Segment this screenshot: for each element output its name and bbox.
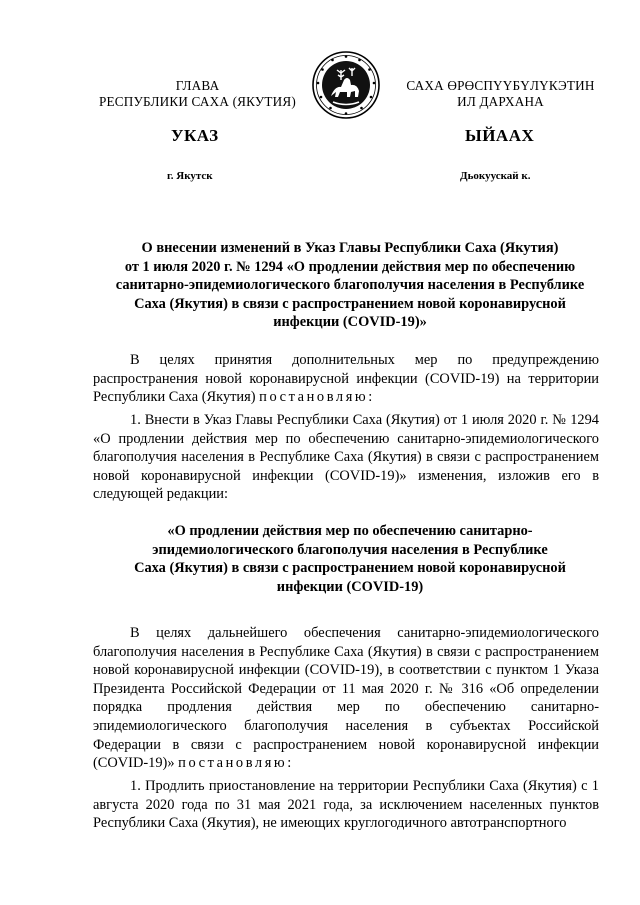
issuer-left-line1: ГЛАВА: [175, 78, 220, 93]
issuer-left-line2: РЕСПУБЛИКИ САХА (ЯКУТИЯ): [98, 94, 296, 109]
paragraph-text: В целях принятия дополнительных мер по предупреждению распространения новой коронавирусной инфекции (COVID-19) на территории Республики Саха (Якутия): [93, 352, 599, 406]
doc-type-sah: ЫЙААХ: [465, 126, 535, 145]
heading-line: О внесении изменений в Указ Главы Республики Саха (Якутия): [141, 240, 559, 256]
amendment-paragraph: [93, 411, 599, 504]
city-sah: Дьокуускай к.: [460, 170, 531, 182]
heading-line: «О продлении действия мер по обеспечению санитарно-: [167, 523, 533, 539]
new-edition-heading: [85, 522, 615, 596]
yakutia-emblem-icon: [311, 50, 381, 120]
clause-1-paragraph: [93, 777, 599, 833]
resolve-word: постановляю:: [259, 389, 375, 406]
heading-line: Саха (Якутия) в связи с распространением новой коронавирусной: [134, 295, 566, 312]
issuer-right-line2: ИЛ ДАРХАНА: [457, 94, 544, 109]
issuer-right-line1: САХА ӨРӨСПҮҮБҮЛҮКЭТИН: [406, 78, 595, 93]
paragraph-text: 1. Продлить приостановление на территории Республики Саха (Якутия) с 1 августа 2020 года по 31 мая 2021 года, за исключением населенных пунктов Республики Саха (Якутия), не имеющих круглогодичного автотранспортного: [93, 778, 599, 832]
heading-line: от 1 июля 2020 г. № 1294 «О продлении действия мер по обеспечению: [124, 258, 576, 275]
new-edition-preamble: [93, 624, 599, 773]
resolve-word: постановляю:: [178, 755, 294, 772]
heading-line: эпидемиологического благополучия населения в Республике: [152, 541, 548, 558]
issuer-right: [388, 78, 613, 110]
paragraph-text: В целях дальнейшего обеспечения санитарно-эпидемиологического благополучия населения в Республике Саха (Якутия) в связи с распространением новой коронавирусной инфекции (COVID-19), в соответствии с пунктом 1 Указа Президента Российской Федерации от 11 мая 2020 г. № 316 «Об определении порядка продления действия мер по обеспечению санитарно-эпидемиологического благополучия населения в субъектах Российской Федерации в связи с распространением новой коронавирусной инфекции (COVID-19)»: [93, 625, 599, 772]
decree-heading: [85, 239, 615, 332]
doc-type-ru: УКАЗ: [171, 126, 219, 145]
heading-line: Саха (Якутия) в связи с распространением новой коронавирусной: [134, 560, 566, 576]
preamble-paragraph: [93, 351, 599, 407]
issuer-left: [85, 78, 310, 110]
city-ru: г. Якутск: [167, 170, 213, 182]
heading-line: инфекции (COVID-19)»: [273, 314, 427, 330]
heading-line: инфекции (COVID-19): [276, 578, 424, 595]
heading-line: санитарно-эпидемиологического благополучия населения в Республике: [115, 277, 585, 293]
paragraph-text: 1. Внести в Указ Главы Республики Саха (Якутия) от 1 июля 2020 г. № 1294 «О продлении действия мер по обеспечению санитарно-эпидемиологического благополучия населения в Республике Саха (Якутия) в связи с распространением новой коронавирусной инфекции (COVID-19)» изменения, изложив его в следующей редакции:: [93, 412, 599, 503]
